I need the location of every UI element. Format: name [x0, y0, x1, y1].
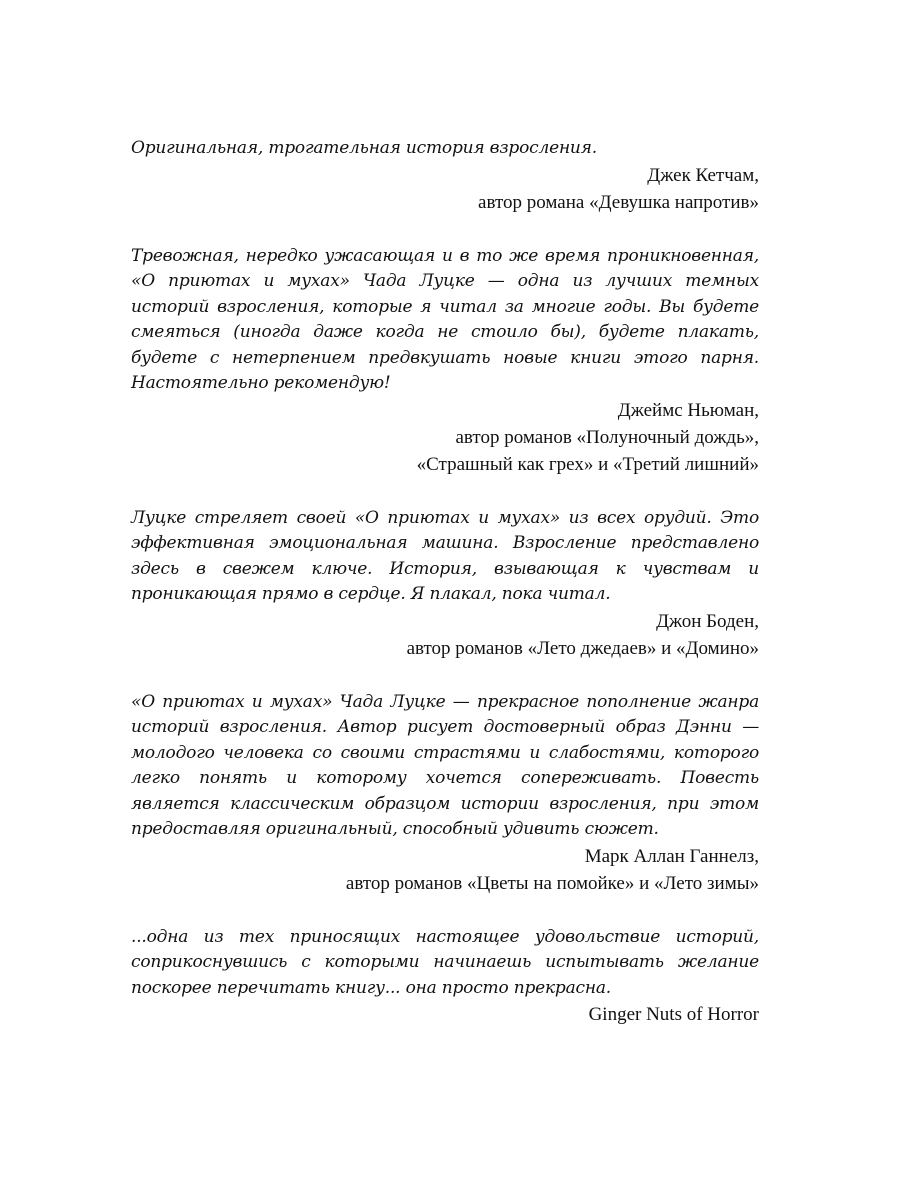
blurbs-page: [131, 136, 759, 1056]
blurb-1: [131, 136, 759, 216]
blurb-quote: ...одна из тех приносящих настоящее удовольствие историй, соприкоснувшись с которыми начинаешь испытывать желание поскорее перечитать книгу... она просто прекрасна.: [131, 926, 759, 998]
blurb-4: [131, 690, 759, 897]
blurb-2: [131, 244, 759, 478]
blurb-attribution: [131, 162, 759, 216]
blurb-quote: Тревожная, нередко ужасающая и в то же время проникновенная, «О приютах и мухах» Чада Луцке — одна из лучших темных историй взросления, которые я читал за многие годы. Вы будете смеяться (иногда даже когда не стоило бы), будете плакать, будете с нетерпением предвкушать новые книги этого парня. Настоятельно рекомендую!: [131, 245, 759, 393]
blurb-attribution: [131, 843, 759, 897]
blurb-author: Джек Кетчам,: [647, 164, 759, 186]
blurb-author: Джон Боден,: [656, 610, 759, 632]
blurb-credit: «Страшный как грех» и «Третий лишний»: [416, 453, 759, 475]
blurb-attribution: [131, 397, 759, 478]
blurb-credit: автор романов «Полуночный дождь»,: [455, 426, 759, 448]
blurb-credit: автор романа «Девушка напротив»: [478, 191, 759, 213]
blurb-quote: «О приютах и мухах» Чада Луцке — прекрасное пополнение жанра историй взросления. Автор рисует достоверный образ Дэнни — молодого человека со своими страстями и слабостями, которого легко понять и которому хочется сопереживать. Повесть является классическим образцом истории взросления, при этом предоставляя оригинальный, способный удивить сюжет.: [131, 691, 759, 839]
blurb-3: [131, 506, 759, 662]
blurb-attribution: [131, 608, 759, 662]
blurb-attribution: [131, 1001, 759, 1028]
blurb-author: Джеймс Ньюман,: [617, 399, 759, 421]
blurb-credit: автор романов «Лето джедаев» и «Домино»: [406, 637, 759, 659]
blurb-quote: Оригинальная, трогательная история взросления.: [131, 138, 597, 158]
blurb-author: Марк Аллан Ганнелз,: [584, 845, 759, 867]
blurb-author: Ginger Nuts of Horror: [588, 1004, 759, 1025]
blurb-quote: Луцке стреляет своей «О приютах и мухах» из всех орудий. Это эффективная эмоциональная машина. Взросление представлено здесь в свежем ключе. История, взывающая к чувствам и проникающая прямо в сердце. Я плакал, пока читал.: [131, 507, 759, 604]
blurb-credit: автор романов «Цветы на помойке» и «Лето зимы»: [345, 872, 759, 894]
blurb-5: [131, 925, 759, 1029]
